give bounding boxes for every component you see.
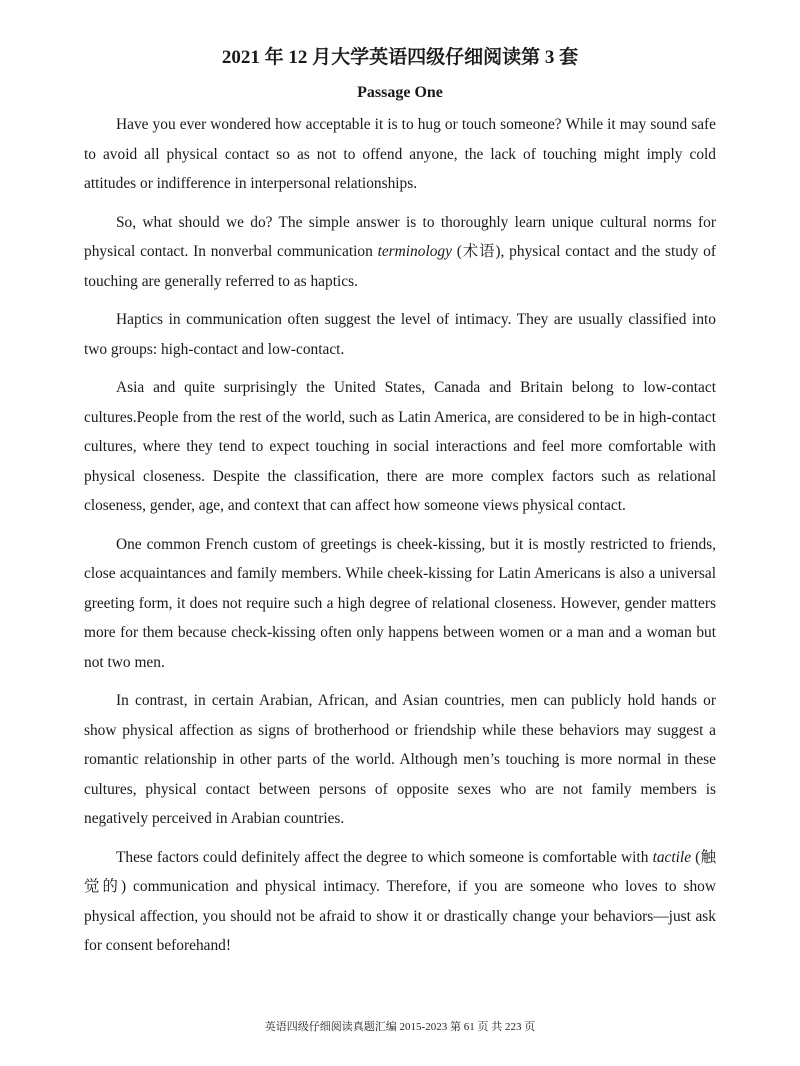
paragraph-7 [84, 843, 716, 961]
paragraph-6: In contrast, in certain Arabian, African, and Asian countries, men can publicly hold hands or show physical affection as signs of brotherhood or friendship while these behaviors may suggest a romantic relationship in other parts of the world. Although men’s touching is more normal in these cultures, physical contact between persons of opposite sexes who are not family members is negatively perceived in Arabian countries. [84, 692, 716, 827]
document-page [84, 42, 716, 970]
paragraph-1: Have you ever wondered how acceptable it is to hug or touch someone? While it may sound safe to avoid all physical contact so as not to offend anyone, the lack of touching might imply cold attitudes or indifference in interpersonal relationships. [84, 116, 716, 192]
document-title: 2021 年 12 月大学英语四级仔细阅读第 3 套 [221, 47, 579, 68]
page-footer: 英语四级仔细阅读真题汇编 2015-2023 第 61 页 共 223 页 [264, 1021, 536, 1033]
paragraph-5: One common French custom of greetings is cheek-kissing, but it is mostly restricted to friends, close acquaintances and family members. While cheek-kissing for Latin Americans is also a universal greeting form, it does not require such a high degree of relational closeness. However, gender matters more for them because check-kissing often only happens between women or a man and a woman but not two men. [84, 535, 716, 671]
paragraph-4: Asia and quite surprisingly the United States, Canada and Britain belong to low-contact cultures.People from the rest of the world, such as Latin America, are considered to be in high-contact cultures, where they tend to expect touching in social interactions and feel more comfortable with physical closeness. Despite the classification, there are more complex factors such as relational closeness, gender, age, and context that can affect how someone views physical contact. [84, 379, 716, 514]
paragraph-7-text-after: (触觉的) communication and physical intimacy. Therefore, if you are someone who loves to show physical affection, you should not be afraid to show it or drastically change your behaviors—just ask for consent beforehand! [84, 848, 716, 954]
paragraph-7-text-before: These factors could definitely affect the degree to which someone is comfortable with [116, 848, 653, 866]
paragraph-2-text-after: (术语), physical contact and the study of touching are generally referred to as haptics. [84, 243, 716, 290]
glossed-term-terminology: terminology [377, 243, 452, 260]
passage-heading: Passage One [357, 84, 443, 101]
glossed-term-tactile: tactile [652, 848, 692, 866]
paragraph-2-text-before: So, what should we do? The simple answer is to thoroughly learn unique cultural norms for physical contact. In nonverbal communication [84, 213, 716, 260]
paragraph-2 [84, 208, 716, 297]
paragraph-3: Haptics in communication often suggest the level of intimacy. They are usually classified into two groups: high-contact and low-contact. [84, 311, 716, 358]
